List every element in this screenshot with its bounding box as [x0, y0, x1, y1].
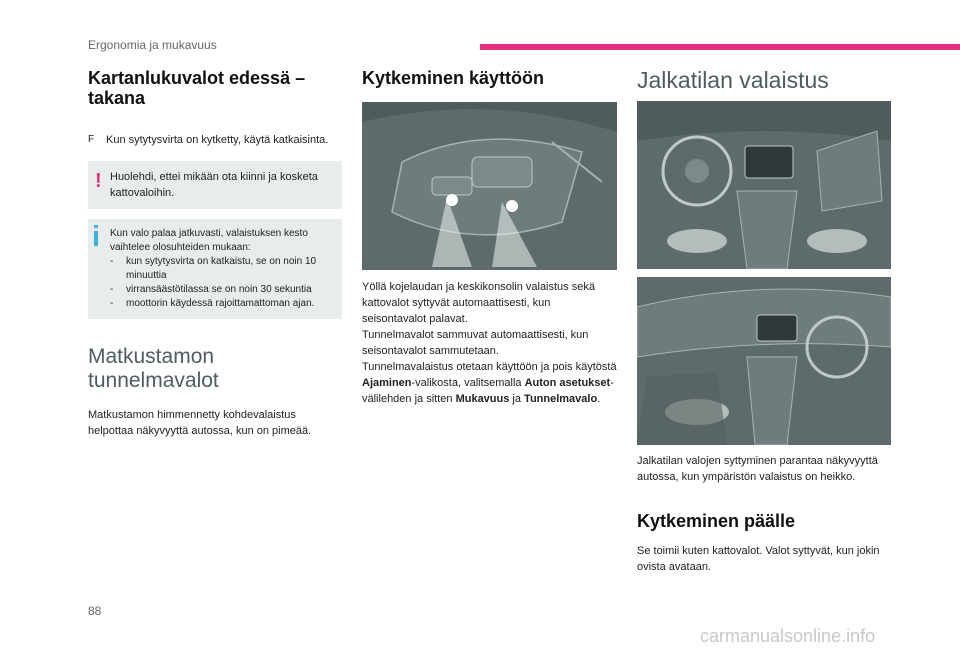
activation-p2: Tunnelmavalot sammuvat automaattisesti, kun seisontavalot sammutetaan.	[362, 329, 589, 357]
info-box	[88, 219, 342, 319]
footwell-front-image	[637, 101, 891, 269]
bullet-text: Kun sytytysvirta on kytketty, käytä katkaisinta.	[106, 134, 329, 146]
watermark: carmanualsonline.info	[700, 626, 876, 646]
info-intro: Kun valo palaa jatkuvasti, valaistuksen kesto vaihtelee olosuhteiden mukaan:	[110, 228, 308, 253]
page-number: 88	[88, 604, 102, 618]
list-item: - kun sytytysvirta on katkaistu, se on noin 10 minuuttia	[110, 256, 317, 281]
info-icon	[94, 231, 104, 246]
list-item: - virransäästötilassa se on noin 30 sekuntia	[110, 284, 312, 295]
warning-text: Huolehdi, ettei mikään ota kiinni ja kosketa kattovaloihin.	[110, 171, 318, 199]
reading-lights-title: Kartanlukuvalot edessä – takana	[88, 68, 306, 108]
section-accent-bar	[480, 44, 960, 50]
ambient-text: Matkustamon himmennetty kohdevalaistus helpottaa näkyvyyttä autossa, kun on pimeää.	[88, 409, 312, 437]
activation-p3: Tunnelmavalaistus otetaan käyttöön ja pois käytöstä Ajaminen-valikosta, valitsemalla Auton asetukset-välilehden ja sitten Mukavuus ja Tunnelmavalo.	[362, 361, 617, 405]
column-activation	[362, 68, 617, 407]
switch-on-text: Se toimii kuten kattovalot. Valot syttyvät, kun jokin ovista avataan.	[637, 545, 880, 573]
ambient-title: Matkustamon tunnelmavalot	[88, 345, 219, 392]
footwell-caption: Jalkatilan valojen syttyminen parantaa näkyvyyttä autossa, kun ympäristön valaistus on heikko.	[637, 455, 878, 483]
list-item: - moottorin käydessä rajoittamattoman ajan.	[110, 298, 315, 309]
column-footwell	[637, 68, 891, 575]
warning-icon: !	[95, 170, 102, 192]
switch-on-title: Kytkeminen päälle	[637, 511, 796, 531]
bullet-mark: F	[88, 134, 95, 145]
bullet-item	[88, 132, 342, 148]
roof-lights-image	[362, 102, 617, 270]
activation-p1: Yöllä kojelaudan ja keskikonsolin valaistus sekä kattovalot syttyvät automaattisesti, kun seisontavalot palavat.	[362, 281, 595, 325]
column-reading-lights	[88, 68, 342, 439]
warning-box	[88, 161, 342, 209]
section-header: Ergonomia ja mukavuus	[88, 38, 217, 52]
info-list	[110, 255, 336, 311]
footwell-title: Jalkatilan valaistus	[637, 67, 829, 93]
activation-title: Kytkeminen käyttöön	[362, 68, 545, 88]
footwell-passenger-image	[637, 277, 891, 445]
